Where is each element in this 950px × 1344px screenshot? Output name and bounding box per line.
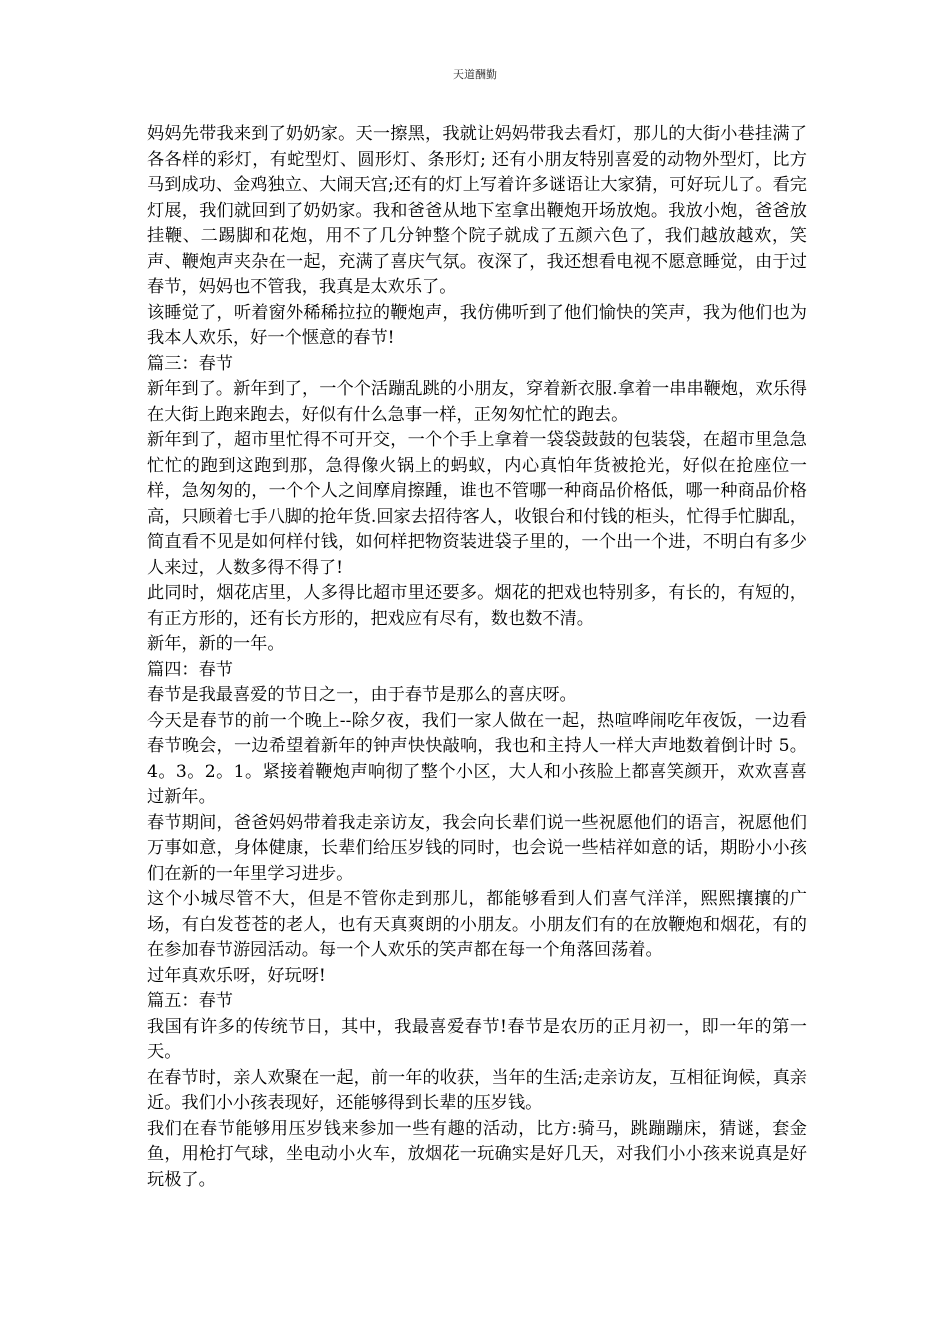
section-heading: 篇三：春节 bbox=[147, 353, 233, 374]
paragraph: 今天是春节的前一个晚上--除夕夜，我们一家人做在一起，热喧哗闹吃年夜饭，一边看春节晚会，一边希望着新年的钟声快快敲响，我也和主持人一样大声地数着倒计时 5。4。3。2。1。紧接着鞭炮声响彻了整个小区，大人和小孩脸上都喜笑颜开，欢欢喜喜过新年。 bbox=[147, 710, 807, 807]
paragraph: 此同时，烟花店里，人多得比超市里还要多。烟花的把戏也特别多，有长的，有短的，有正方形的，还有长方形的，把戏应有尽有，数也数不清。 bbox=[147, 583, 807, 629]
document-body bbox=[147, 122, 807, 1193]
paragraph: 新年到了，超市里忙得不可开交，一个个手上拿着一袋袋鼓鼓的包装袋，在超市里急急忙忙的跑到这跑到那，急得像火锅上的蚂蚁，内心真怕年货被抢光，好似在抢座位一样，急匆匆的，一个个人之间摩肩擦踵，谁也不管哪一种商品价格低，哪一种商品价格高，只顾着七手八脚的抢年货.回家去招待客人，收银台和付钱的柜头，忙得手忙脚乱，简直看不见是如何样付钱，如何样把物资装进袋子里的，一个出一个进，不明白有多少人来过，人数多得不得了! bbox=[147, 430, 807, 578]
paragraph: 该睡觉了，听着窗外稀稀拉拉的鞭炮声，我仿佛听到了他们愉快的笑声，我为他们也为我本人欢乐，好一个惬意的春节! bbox=[147, 302, 807, 348]
paragraph: 这个小城尽管不大，但是不管你走到那儿，都能够看到人们喜气洋洋，熙熙攘攘的广场，有白发苍苍的老人，也有天真爽朗的小朋友。小朋友们有的在放鞭炮和烟花，有的在参加春节游园活动。每一个人欢乐的笑声都在每一个角落回荡着。 bbox=[147, 889, 807, 960]
paragraph: 我国有许多的传统节日，其中，我最喜爱春节!春节是农历的正月初一，即一年的第一天。 bbox=[147, 1016, 807, 1062]
paragraph: 春节期间，爸爸妈妈带着我走亲访友，我会向长辈们说一些祝愿他们的语言，祝愿他们万事如意，身体健康，长辈们给压岁钱的同时，也会说一些桔祥如意的话，期盼小小孩们在新的一年里学习进步。 bbox=[147, 812, 807, 884]
section-heading: 篇五：春节 bbox=[147, 991, 233, 1011]
paragraph: 春节是我最喜爱的节日之一，由于春节是那么的喜庆呀。 bbox=[147, 685, 577, 705]
page-header: 天道酬勤 bbox=[453, 68, 497, 81]
paragraph: 新年，新的一年。 bbox=[147, 634, 285, 654]
paragraph: 过年真欢乐呀，好玩呀! bbox=[147, 965, 326, 986]
paragraph: 新年到了。新年到了，一个个活蹦乱跳的小朋友，穿着新衣服.拿着一串串鞭炮，欢乐得在大街上跑来跑去，好似有什么急事一样，正匆匆忙忙的跑去。 bbox=[147, 379, 807, 425]
section-heading: 篇四：春节 bbox=[147, 659, 233, 680]
paragraph: 我们在春节能够用压岁钱来参加一些有趣的活动，比方:骑马，跳蹦蹦床，猜谜，套金鱼，用枪打气球，坐电动小火车，放烟花一玩确实是好几天，对我们小小孩来说真是好玩极了。 bbox=[147, 1118, 807, 1190]
paragraph: 妈妈先带我来到了奶奶家。天一擦黑，我就让妈妈带我去看灯，那儿的大街小巷挂满了各各样的彩灯，有蛇型灯、圆形灯、条形灯; 还有小朋友特别喜爱的动物外型灯，比方马到成功、金鸡独立、大闹天宫;还有的灯上写着许多谜语让大家猜，可好玩儿了。看完灯展，我们就回到了奶奶家。我和爸爸从地下室拿出鞭炮开场放炮。我放小炮，爸爸放挂鞭、二踢脚和花炮，用不了几分钟整个院子就成了五颜六色了，我们越放越欢，笑声、鞭炮声夹杂在一起，充满了喜庆气氛。夜深了，我还想看电视不愿意睡觉，由于过春节，妈妈也不管我，我真是太欢乐了。 bbox=[147, 124, 807, 297]
paragraph: 在春节时，亲人欢聚在一起，前一年的收获，当年的生活;走亲访友，互相征询候，真亲近。我们小小孩表现好，还能够得到长辈的压岁钱。 bbox=[147, 1067, 807, 1113]
